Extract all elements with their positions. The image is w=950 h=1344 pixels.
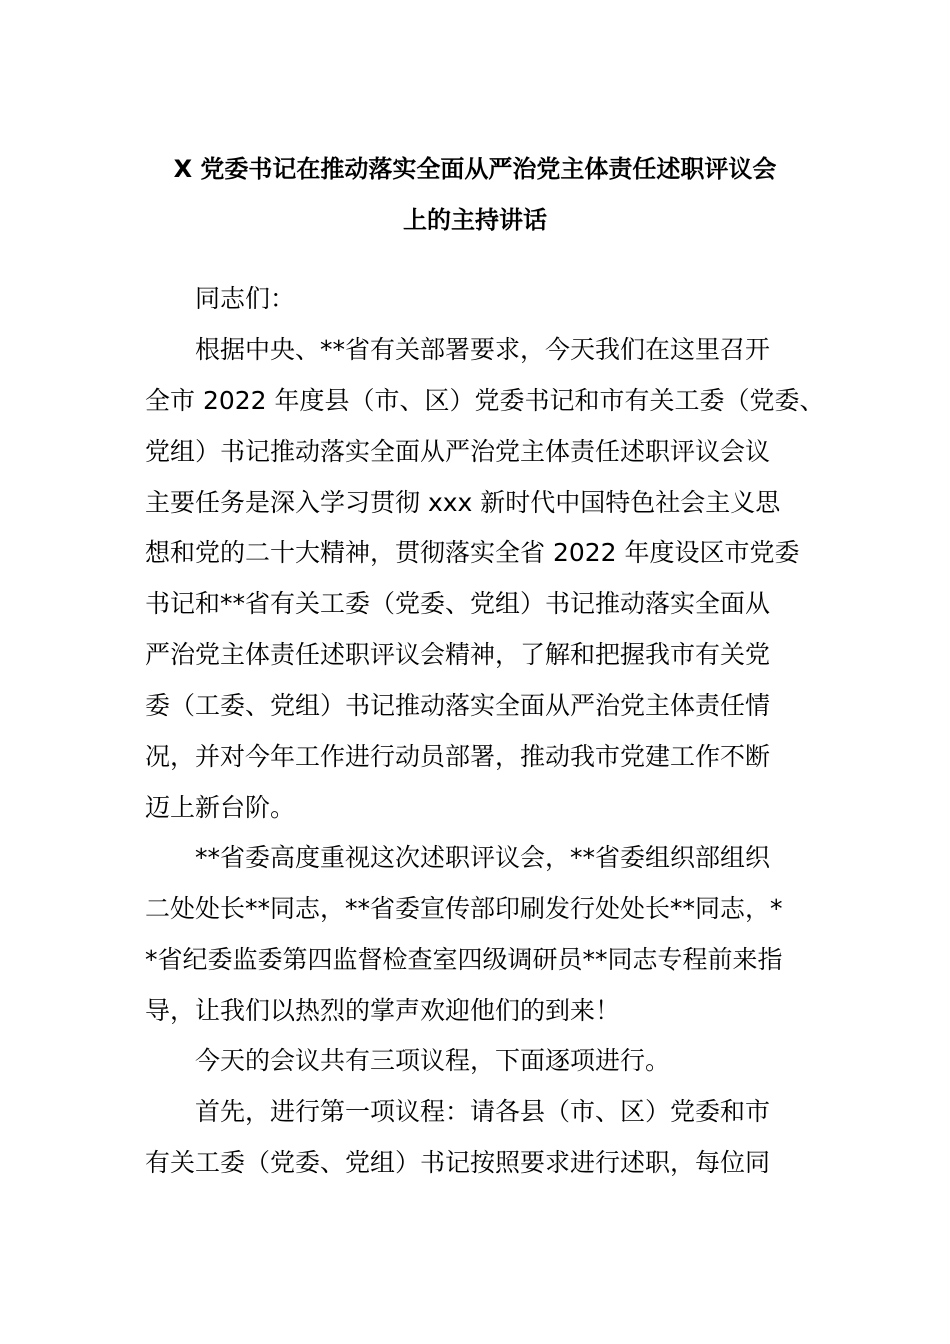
body-line: 今天的会议共有三项议程，下面逐项进行。	[195, 1046, 671, 1075]
title-line-2: 上的主持讲话	[403, 206, 547, 234]
salutation: 同志们：	[195, 284, 296, 313]
body-line: 全市 2022 年度县（市、区）党委书记和市有关工委（党委、	[145, 386, 825, 415]
body-line: 书记和**省有关工委（党委、党组）书记推动落实全面从	[145, 589, 771, 618]
body-line: 想和党的二十大精神，贯彻落实全省 2022 年度设区市党委	[145, 538, 800, 567]
body-line: 首先，进行第一项议程：请各县（市、区）党委和市	[195, 1097, 771, 1126]
body-line: 主要任务是深入学习贯彻 xxx 新时代中国特色社会主义思	[145, 488, 781, 517]
body-line: *省纪委监委第四监督检查室四级调研员**同志专程前来指	[145, 945, 783, 974]
body-line: **省委高度重视这次述职评议会，**省委组织部组织	[195, 843, 771, 872]
body-line: 严治党主体责任述职评议会精神，了解和把握我市有关党	[145, 640, 771, 669]
body-line: 委（工委、党组）书记推动落实全面从严治党主体责任情	[145, 691, 771, 720]
body-line: 根据中央、**省有关部署要求，今天我们在这里召开	[195, 335, 771, 364]
title-line-1: X 党委书记在推动落实全面从严治党主体责任述职评议会	[173, 155, 777, 183]
body-line: 况，并对今年工作进行动员部署，推动我市党建工作不断	[145, 742, 771, 771]
body-line: 二处处长**同志，**省委宣传部印刷发行处处长**同志，*	[145, 894, 783, 923]
body-line: 导，让我们以热烈的掌声欢迎他们的到来！	[145, 996, 621, 1025]
body-line: 党组）书记推动落实全面从严治党主体责任述职评议会议	[145, 437, 771, 466]
body-line: 迈上新台阶。	[145, 793, 296, 822]
body-line: 有关工委（党委、党组）书记按照要求进行述职，每位同	[145, 1148, 771, 1177]
